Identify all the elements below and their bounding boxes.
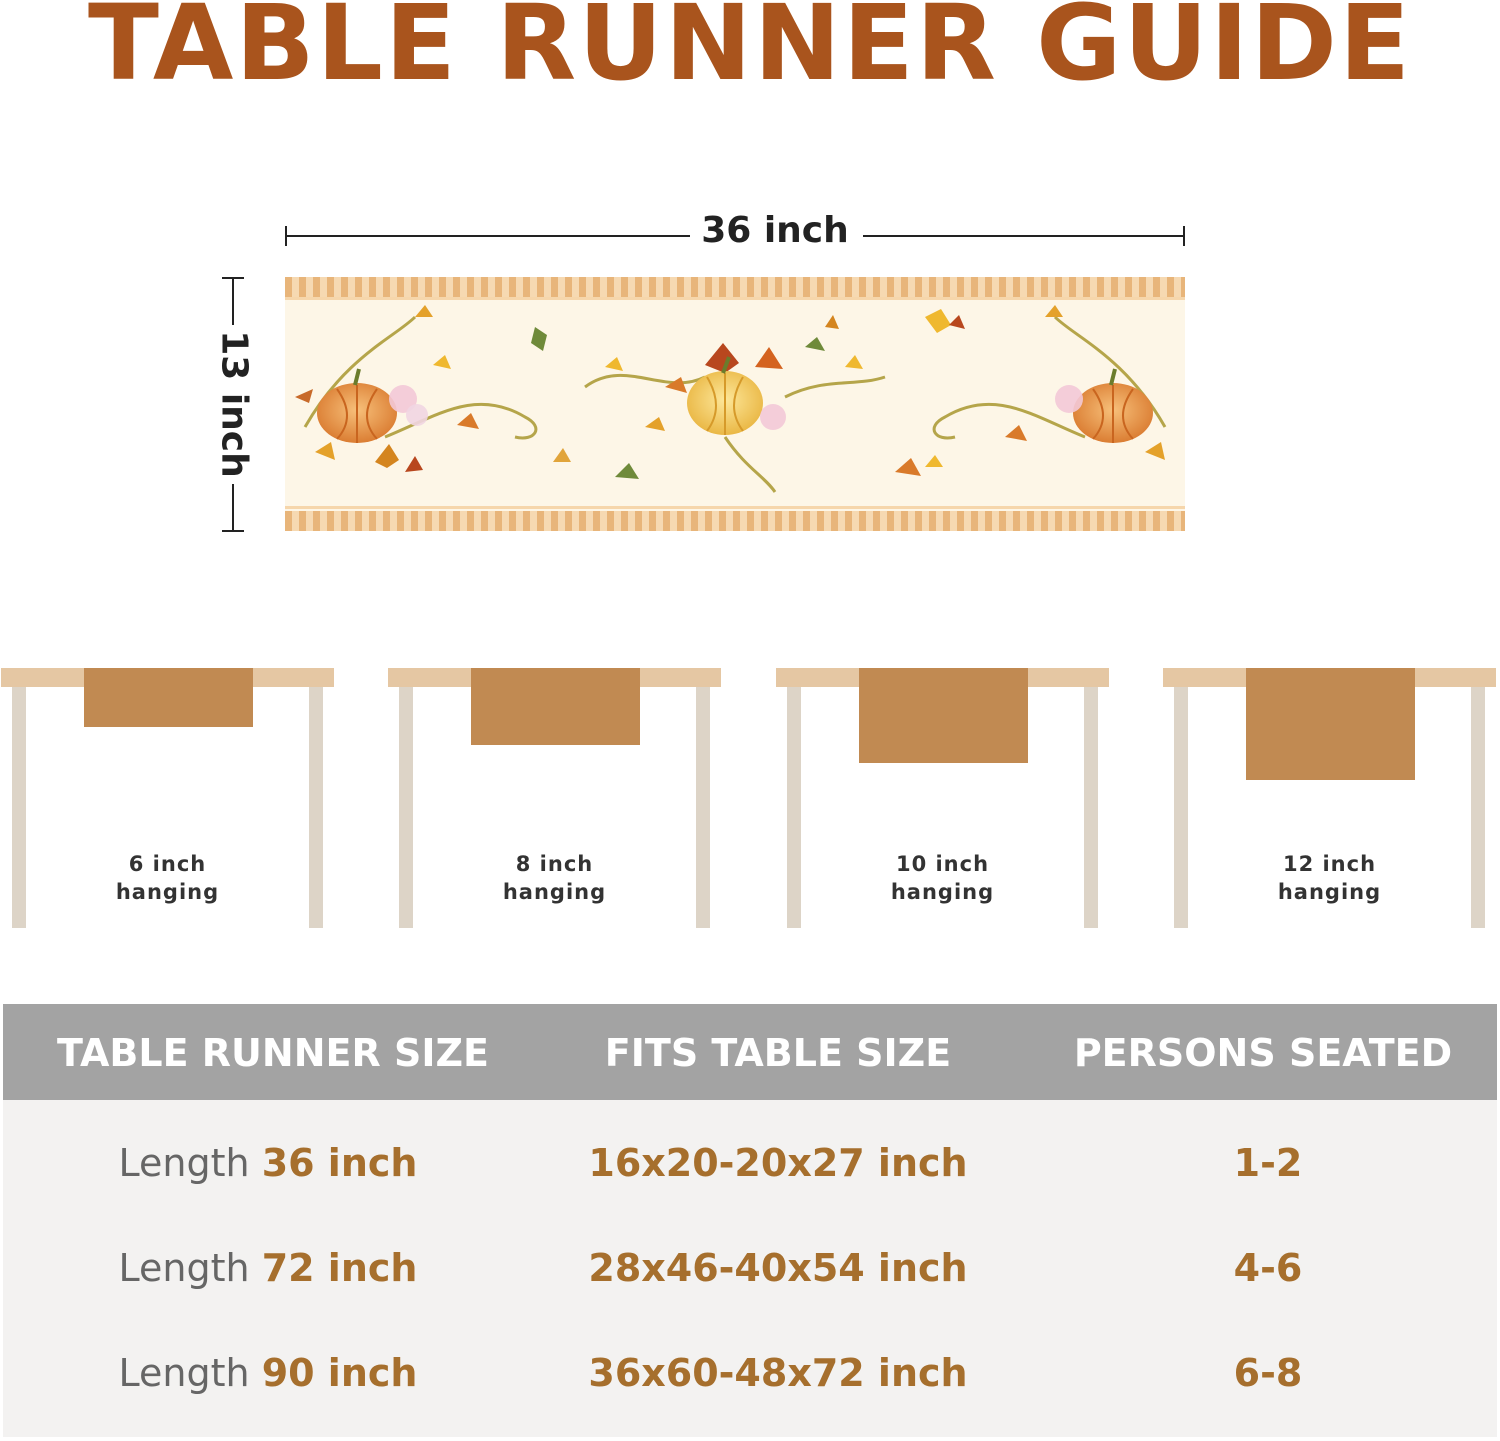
width-dimension-line-left xyxy=(285,235,690,237)
runner-size-cell xyxy=(3,1141,533,1185)
runner-size-cell xyxy=(3,1351,533,1395)
size-table-body xyxy=(3,1100,1497,1437)
hanging-label xyxy=(388,850,721,906)
runner-drape xyxy=(1246,668,1415,780)
width-dimension-end-tick xyxy=(1183,226,1185,246)
runner-length-value: 90 inch xyxy=(261,1351,418,1395)
height-dimension-line-bottom xyxy=(232,484,234,531)
hanging-amount: 6 inch xyxy=(128,852,207,876)
header-persons-seated: PERSONS SEATED xyxy=(1073,1031,1453,1075)
hanging-amount: 12 inch xyxy=(1282,852,1377,876)
fits-table-size-cell: 28x46-40x54 inch xyxy=(588,1246,968,1290)
hanging-label xyxy=(1163,850,1496,906)
runner-drape xyxy=(84,668,253,727)
runner-size-cell xyxy=(3,1246,533,1290)
hanging-diagram xyxy=(1,668,336,930)
persons-seated-cell: 1-2 xyxy=(1233,1141,1303,1185)
hanging-amount: 8 inch xyxy=(515,852,594,876)
hanging-label xyxy=(776,850,1109,906)
runner-length-value: 72 inch xyxy=(261,1246,418,1290)
width-dimension-label: 36 inch xyxy=(701,210,849,251)
height-dimension-line-top xyxy=(232,277,234,325)
header-runner-size: TABLE RUNNER SIZE xyxy=(57,1031,489,1075)
runner-drape xyxy=(859,668,1028,763)
hanging-label xyxy=(1,850,334,906)
hanging-amount: 10 inch xyxy=(895,852,990,876)
header-fits-table-size: FITS TABLE SIZE xyxy=(604,1031,952,1075)
autumn-pumpkin-runner-image xyxy=(285,277,1185,531)
fits-table-size-cell: 16x20-20x27 inch xyxy=(588,1141,968,1185)
length-prefix: Length xyxy=(118,1246,250,1290)
length-prefix: Length xyxy=(118,1351,250,1395)
runner-length-value: 36 inch xyxy=(261,1141,418,1185)
height-dimension-label: 13 inch xyxy=(213,330,255,478)
hanging-diagram xyxy=(388,668,723,930)
hanging-diagram xyxy=(776,668,1111,930)
hanging-word: hanging xyxy=(502,880,607,904)
hanging-word: hanging xyxy=(1277,880,1382,904)
persons-seated-cell: 4-6 xyxy=(1233,1246,1303,1290)
fits-table-size-cell: 36x60-48x72 inch xyxy=(588,1351,968,1395)
length-prefix: Length xyxy=(118,1141,250,1185)
hanging-diagram xyxy=(1163,668,1498,930)
height-dimension-bottom-tick xyxy=(222,530,244,532)
size-table xyxy=(3,1004,1497,1437)
size-table-header xyxy=(3,1004,1497,1100)
page-title: TABLE RUNNER GUIDE xyxy=(88,0,1412,104)
hanging-word: hanging xyxy=(115,880,220,904)
runner-drape xyxy=(471,668,640,745)
width-dimension-line-right xyxy=(863,235,1185,237)
hanging-word: hanging xyxy=(890,880,995,904)
persons-seated-cell: 6-8 xyxy=(1233,1351,1303,1395)
